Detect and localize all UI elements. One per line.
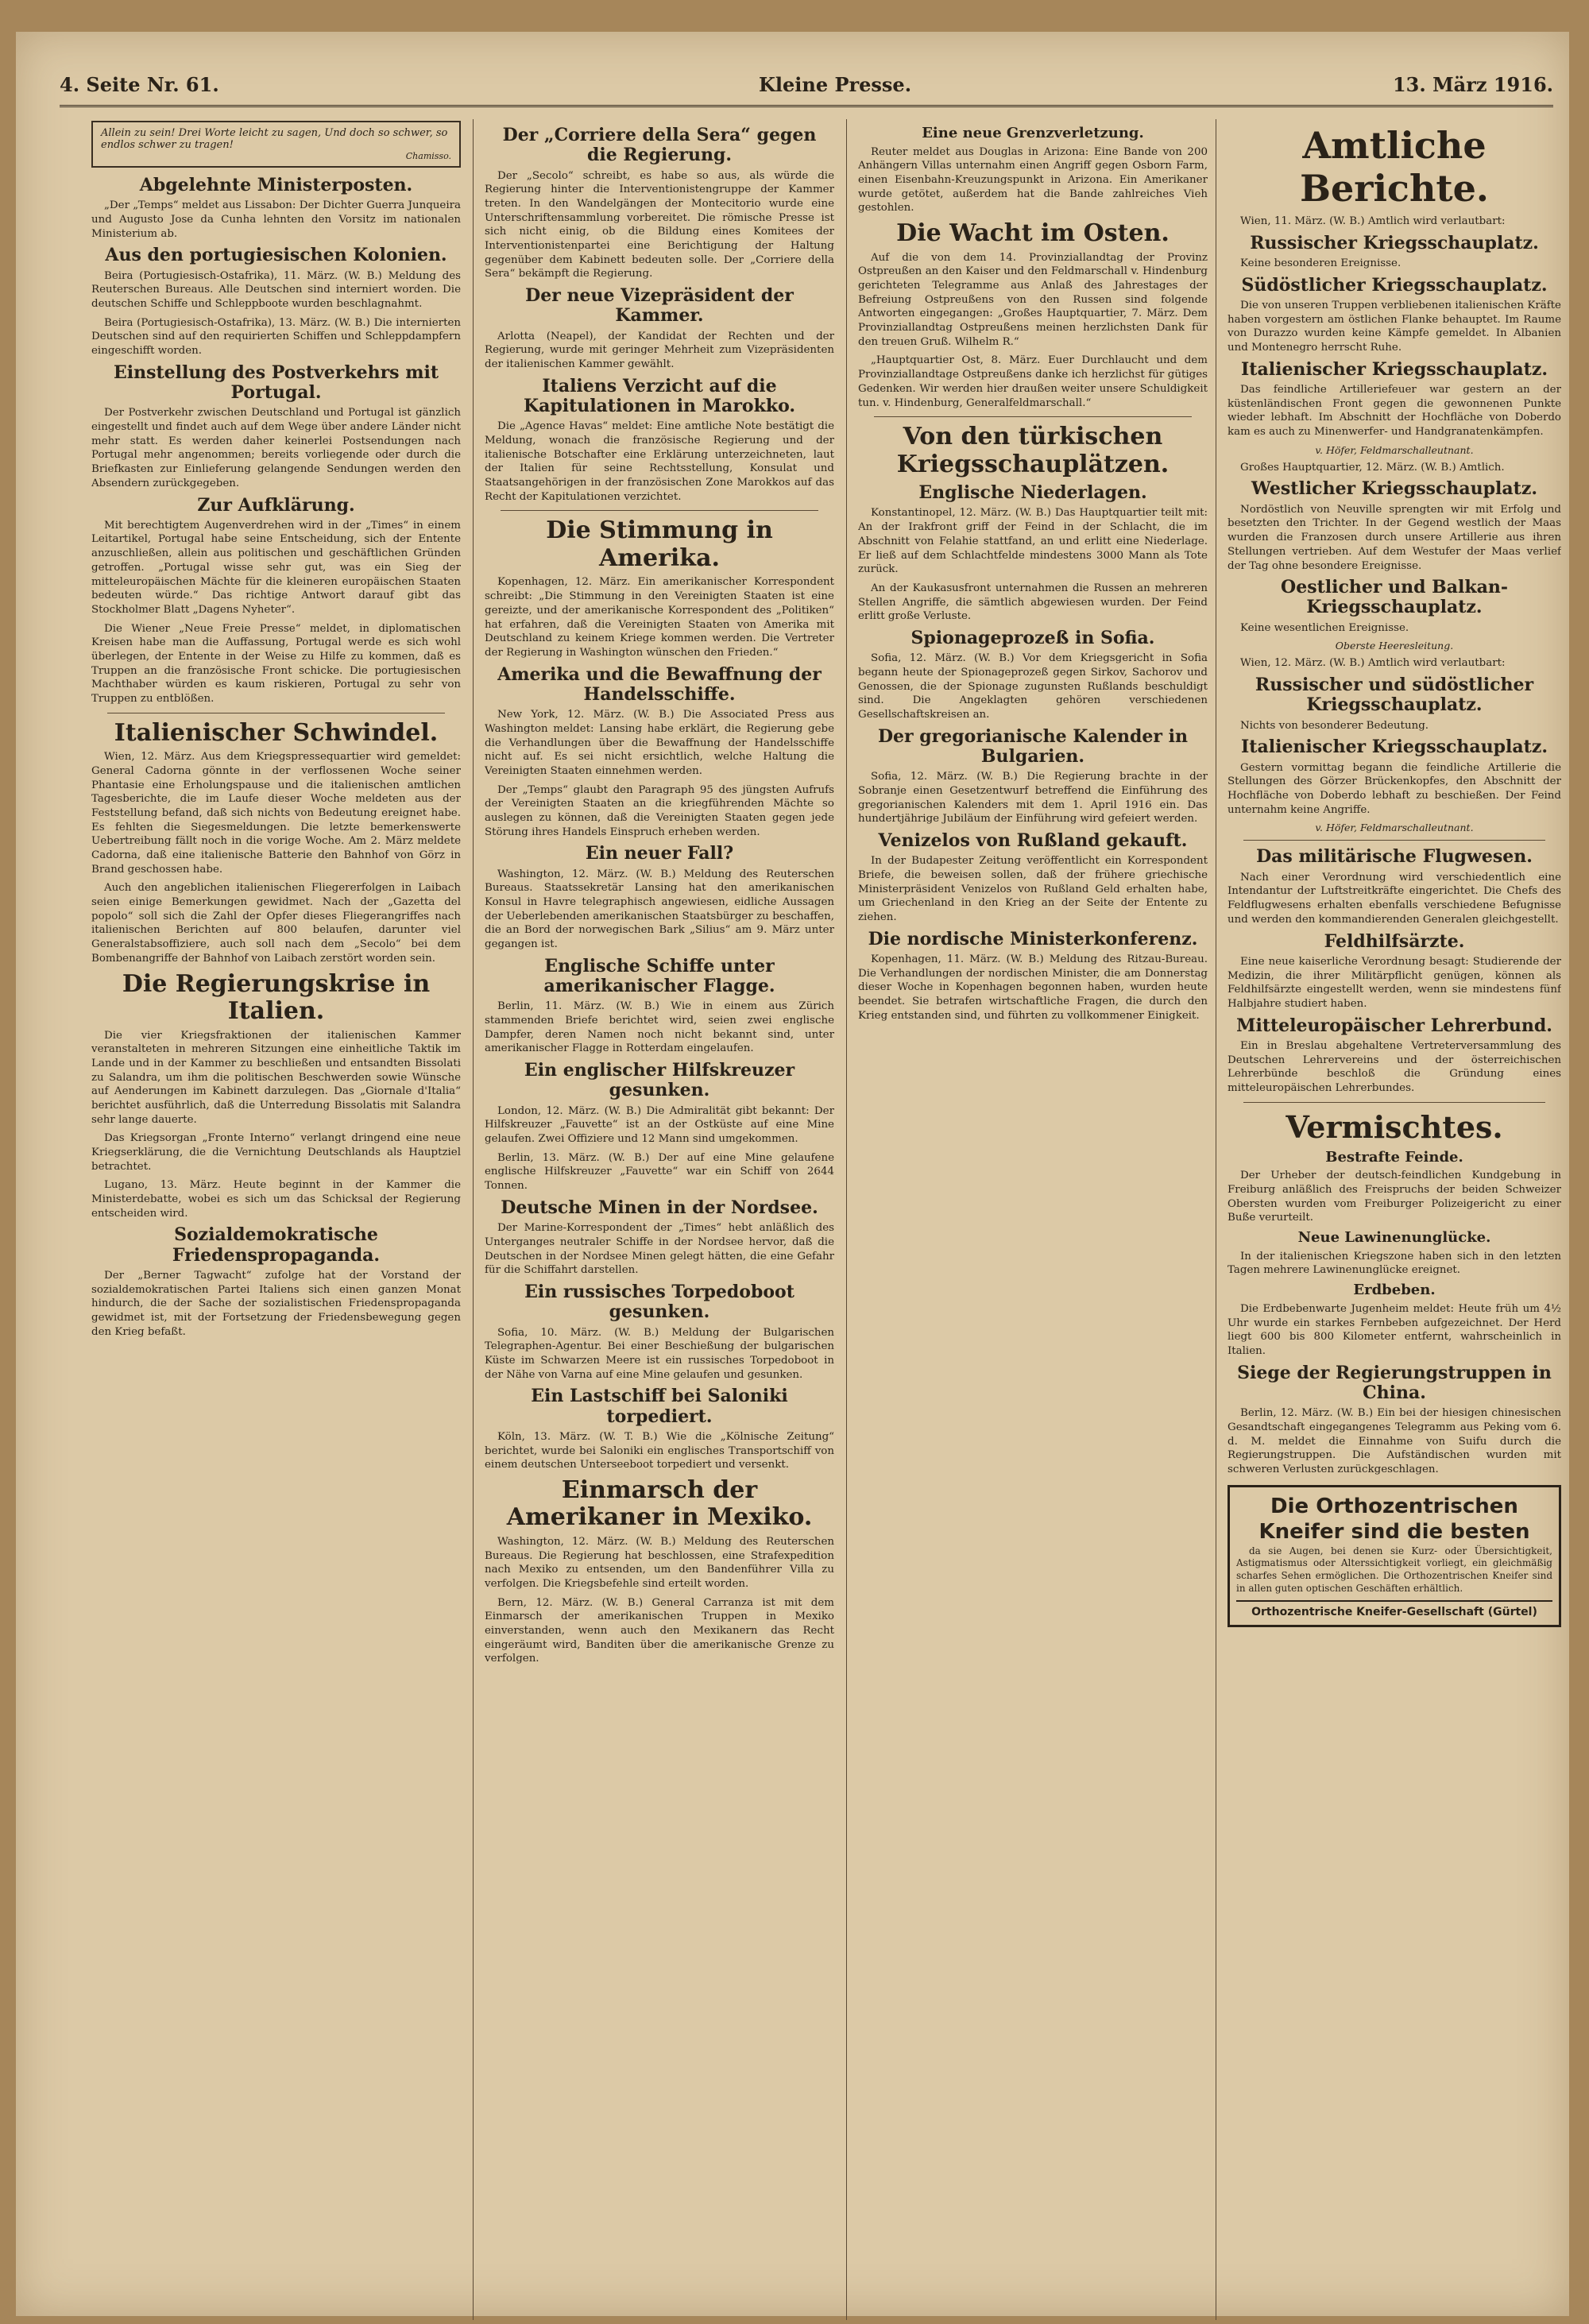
article-text: Sofia, 10. März. (W. B.) Meldung der Bulgarischen Telegraphen-Agentur. Bei einer Beschießung der bulgarischen Küste im Schwarzen Meere ist ein russisches Torpedoboot in der Nähe von Varna auf eine Mine gelaufen und gesunken.: [485, 1326, 834, 1381]
article-text: London, 12. März. (W. B.) Die Admiralität gibt bekannt: Der Hilfskreuzer „Fauvette“ ist an der Ostküste auf eine Mine gelaufen. Zwei Offiziere und 12 Mann sind umgekommen.: [485, 1104, 834, 1146]
article-text: Die vier Kriegsfraktionen der italienischen Kammer veranstalteten in mehreren Sitzungen eine einheitliche Taktik im Lande und in der Kammer zu beschließen und entsandten Bissolati zu Salandra, um ihm die politischen Beschwerden sowie Wünsche auf Aenderungen im Kabinett darzulegen. Das „Giornale d'Italia“ berichtet ausführlich, daß die Unterredung Bissolatis mit Salandra sehr lange dauerte.: [91, 1029, 461, 1126]
article-heading: Mitteleuropäischer Lehrerbund.: [1236, 1015, 1552, 1036]
article-heading: Italienischer Kriegsschauplatz.: [1241, 737, 1548, 758]
article-heading: Venizelos von Rußland gekauft.: [878, 830, 1188, 852]
article-heading: Spionageprozeß in Sofia.: [910, 627, 1155, 648]
article-text: Die „Agence Havas“ meldet: Eine amtliche Note bestätigt die Meldung, wonach die französische Regierung und der italienische Botschafter eine Erklärung unterzeichneten, laut der Italien für seine Rechtsstellung, Konsulat und Staatsangehörigen in der französischen Zone Marokkos auf das Recht der Kapitulationen verzichtet.: [485, 420, 834, 503]
newspaper-title: Kleine Presse.: [759, 73, 912, 96]
article-text: Das Kriegsorgan „Fronte Interno“ verlangt dringend eine neue Kriegserklärung, die die Vernichtung Deutschlands als Hauptziel betrachtet.: [91, 1132, 461, 1173]
article-text: Arlotta (Neapel), der Kandidat der Rechten und der Regierung, wurde mit geringer Mehrheit zum Vizepräsidenten der italienischen Kammer gewählt.: [485, 330, 834, 371]
article-heading: Abgelehnte Ministerposten.: [139, 175, 413, 195]
article-heading: Ein russisches Torpedoboot gesunken.: [524, 1281, 794, 1323]
section-title-vermischtes: Vermischtes.: [1286, 1108, 1503, 1145]
article-text: Konstantinopel, 12. März. (W. B.) Das Hauptquartier teilt mit: An der Irakfront griff der Feind in der Schlacht, die im Abschnitt von Felahie stattfand, an und erlitt eine Niederlage. Er ließ auf dem Schlachtfelde mindestens 3000 Mann als Tote zurück.: [858, 507, 1208, 576]
article-heading: Der neue Vizepräsident der Kammer.: [525, 285, 794, 327]
epigraph-box: [91, 121, 461, 168]
column-4: [1228, 121, 1561, 2298]
article-heading: Amerika und die Bewaffnung der Handelsschiffe.: [497, 663, 822, 705]
report-dateline: Wien, 12. März. (W. B.) Amtlich wird verlautbart:: [1240, 657, 1506, 670]
article-text: Die von unseren Truppen verbliebenen italienischen Kräfte haben vorgestern am östlichen Flanke behauptet. Im Raume von Durazzo wurden keine Kämpfe gemeldet. In Albanien und Montenegro herrscht Ruhe.: [1228, 299, 1561, 354]
ad-title: Die Orthozentrischen Kneifer sind die besten: [1258, 1494, 1530, 1545]
article-text: Lugano, 13. März. Heute beginnt in der Kammer die Ministerdebatte, wobei es sich um das Schicksal der Regierung entscheiden wird.: [91, 1179, 461, 1220]
column-3: [858, 121, 1208, 2298]
article-text: In der Budapester Zeitung veröffentlicht ein Korrespondent Briefe, die beweisen sollen, daß der frühere griechische Ministerpräsident Venizelos von Rußland Geld erhalten habe, um Griechenland in den Krieg an der Seite der Entente zu ziehen.: [858, 855, 1208, 924]
article-heading: Das militärische Flugwesen.: [1256, 846, 1533, 868]
ad-footer: Orthozentrische Kneifer-Gesellschaft (Gürtel): [1236, 1600, 1552, 1618]
article-heading: Der „Corriere della Sera“ gegen die Regierung.: [502, 125, 817, 166]
article-text: Washington, 12. März. (W. B.) Meldung des Reuterschen Bureaus. Die Regierung hat beschlossen, eine Strafexpedition nach Mexiko zu entsenden, um den Bandenführer Villa zu verfolgen. Die Kriegsbefehle sind erteilt worden.: [485, 1535, 834, 1590]
article-text: „Hauptquartier Ost, 8. März. Euer Durchlaucht und dem Provinziallandtage Ostpreußens danke ich herzlichst für gütiges Gedenken. Wir werden hier draußen weiter unsere Schuldigkeit tun. v. Hindenburg, Generalfeldmarschall.“: [858, 354, 1208, 409]
article-subheading: Englische Niederlagen.: [918, 482, 1147, 504]
article-heading: Sozialdemokratische Friedenspropaganda.: [172, 1224, 381, 1266]
article-heading: Italienischer Schwindel.: [114, 718, 439, 747]
article-heading: Ein Lastschiff bei Saloniki torpediert.: [531, 1386, 788, 1427]
signature: Oberste Heeresleitung.: [1335, 640, 1454, 652]
article-heading: Bestrafte Feinde.: [1325, 1148, 1463, 1166]
article-heading: Einstellung des Postverkehrs mit Portugal.: [113, 362, 439, 404]
article-text: Bern, 12. März. (W. B.) General Carranza ist mit dem Einmarsch der amerikanischen Truppen in Mexiko einverstanden, wenn auch den Mexikanern das Recht eingeräumt wird, Banditen über die amerikanische Grenze zu verfolgen.: [485, 1596, 834, 1665]
article-text: Nach einer Verordnung wird verschiedentlich eine Intendantur der Luftstreitkräfte eingerichtet. Die Chefs des Feldflugwesens erhalten ebenfalls verschiedene Befugnisse und werden den kommandierenden Generalen gleichgestellt.: [1228, 871, 1561, 926]
article-text: Berlin, 13. März. (W. B.) Der auf eine Mine gelaufene englische Hilfskreuzer „Fauvette“ war ein Schiff von 2644 Tonnen.: [485, 1151, 834, 1193]
column-2: [485, 121, 834, 2298]
article-heading: Die Regierungskrise in Italien.: [122, 969, 431, 1026]
article-heading: Einmarsch der Amerikaner in Mexiko.: [506, 1475, 813, 1532]
article-heading: Russischer Kriegsschauplatz.: [1250, 232, 1539, 253]
article-text: Keine besonderen Ereignisse.: [1240, 257, 1401, 269]
article-text: Beira (Portugiesisch-Ostafrika), 13. März. (W. B.) Die internierten Deutschen sind auf den requirierten Schiffen und Schleppdampfern eingeschifft worden.: [91, 316, 461, 358]
article-text: Beira (Portugiesisch-Ostafrika), 11. März. (W. B.) Meldung des Reuterschen Bureaus. Alle Deutschen sind interniert worden. Die deutschen Schiffe und Schleppboote wurden beschlagnahmt.: [91, 269, 461, 311]
article-text: Auch den angeblichen italienischen Fliegererfolgen in Laibach seien einige Bemerkungen gewidmet. Nach der „Gazetta del popolo“ soll sich die Zahl der Opfer dieses Fliegerangriffes nach italienischen Berichten auf 800 belaufen, darunter viel Generalstabsoffiziere, auch soll nach dem „Secolo“ bei dem Bombenangriffe der Bahnhof von Laibach zerstört worden sein.: [91, 882, 461, 965]
article-heading: Westlicher Kriegsschauplatz.: [1251, 478, 1537, 500]
article-text: Die Wiener „Neue Freie Presse“ meldet, in diplomatischen Kreisen habe man die Auffassung, Portugal werde es sich wohl überlegen, der Entente in der Weise zu Hilfe zu kommen, daß es Truppen an die französische Front schicke. Die portugiesischen Machthaber würden es kaum riskieren, Portugal zu sehr von Truppen zu entblößen.: [91, 622, 461, 706]
article-text: Wien, 12. März. Aus dem Kriegspressequartier wird gemeldet: General Cadorna gönnte in der verflossenen Woche seiner Phantasie eine Erholungspause und die italienischen amtlichen Tagesberichte, die im Laufe dieser Woche meldeten aus der Feststellung befand, daß sich nichts von Bedeutung ereignet habe. Es fehlten die Siegesmeldungen. Die letzte bemerkenswerte Uebertreibung fällt noch in die vorige Woche. Am 2. März meldete Cadorna, daß eine italienische Batterie den Bahnhof von Görz in Brand geschossen habe.: [91, 751, 461, 876]
epigraph-author: Chamisso.: [405, 151, 451, 161]
signature: v. Höfer, Feldmarschalleutnant.: [1315, 443, 1474, 456]
epigraph-text: Allein zu sein! Drei Worte leicht zu sagen, Und doch so schwer, so endlos schwer zu tragen!: [101, 127, 448, 151]
article-heading: Siege der Regierungstruppen in China.: [1237, 1362, 1552, 1403]
article-heading: Die Wacht im Osten.: [896, 219, 1170, 248]
article-heading: Italiens Verzicht auf die Kapitulationen in Marokko.: [523, 375, 796, 417]
column-1: [91, 121, 461, 2298]
report-dateline: Wien, 11. März. (W. B.) Amtlich wird verlautbart:: [1240, 215, 1506, 227]
article-heading: Deutsche Minen in der Nordsee.: [501, 1197, 818, 1218]
article-heading: Ein englischer Hilfskreuzer gesunken.: [524, 1060, 795, 1101]
article-text: Berlin, 11. März. (W. B.) Wie in einem aus Zürich stammenden Briefe berichtet wird, seien zwei englische Dampfer, deren Namen noch nicht bekannt sind, unter amerikanischer Flagge in Rotterdam eingelaufen.: [485, 1000, 834, 1055]
article-text: Mit berechtigtem Augenverdrehen wird in der „Times“ in einem Leitartikel, Portugal habe seine Entscheidung, sich der Entente anzuschließen, allein aus politischen und geschäftlichen Gründen getroffen. „Portugal wisse sehr gut, was ein Sieg der mitteleuropäischen Mächte für die kleineren europäischen Staaten bedeuten würde.“ Das richtige Antwort darauf gibt das Stockholmer Blatt „Dagens Nyheter“.: [91, 519, 461, 616]
article-text: Die Erdbebenwarte Jugenheim meldet: Heute früh um 4½ Uhr wurde ein starkes Fernbeben aufgezeichnet. Der Herd liegt 600 bis 800 Kilometer entfernt, wahrscheinlich in Italien.: [1228, 1302, 1561, 1357]
article-text: Kopenhagen, 11. März. (W. B.) Meldung des Ritzau-Bureau. Die Verhandlungen der nordischen Minister, die am Donnerstag dieser Woche in Kopenhagen begonnen haben, wurden heute beendet. Sie betrafen wirtschaftliche Fragen, die durch den Krieg entstanden sind, und führten zu vollkommener Einigkeit.: [858, 953, 1208, 1022]
article-text: In der italienischen Kriegszone haben sich in den letzten Tagen mehrere Lawinenunglücke ereignet.: [1228, 1250, 1561, 1277]
article-text: Sofia, 12. März. (W. B.) Die Regierung brachte in der Sobranje einen Gesetzentwurf betreffend die Einführung des gregorianischen Kalenders mit dem 1. April 1916 ein. Das hundertjährige Jubiläum der Einführung wird gefeiert werden.: [858, 771, 1208, 826]
article-text: Berlin, 12. März. (W. B.) Ein bei der hiesigen chinesischen Gesandtschaft eingegangenes Telegramm aus Peking vom 6. d. M. meldet die Einnahme von Suifu durch die Regierungstruppen. Die Aufständischen wurden mit schweren Verlusten zurückgeschlagen.: [1228, 1407, 1561, 1475]
article-text: Köln, 13. März. (W. T. B.) Wie die „Kölnische Zeitung“ berichtet, wurde bei Saloniki ein englisches Transportschiff von einem deutschen Unterseeboot torpediert und versenkt.: [485, 1430, 834, 1471]
page-header: [60, 65, 1553, 107]
article-text: Washington, 12. März. (W. B.) Meldung des Reuterschen Bureaus. Staatssekretär Lansing hat den amerikanischen Konsul in Havre telegraphisch angewiesen, eidliche Aussagen der Ueberlebenden amerikanischen Staatsbürger zu beschaffen, die an Bord der norwegischen Bark „Silius“ am 9. März unter gegangen ist.: [485, 868, 834, 951]
article-heading: Südöstlicher Kriegsschauplatz.: [1241, 274, 1548, 296]
page-number: 4. Seite Nr. 61.: [60, 73, 219, 96]
article-heading: Neue Lawinenunglücke.: [1297, 1229, 1491, 1247]
article-text: Der „Secolo“ schreibt, es habe so aus, als würde die Regierung hinter die Interventionistengruppe der Kammer treten. In den Wandelgängen der Montecitorio wurde eine Unterschriftensammlung vorbereitet. Die römische Presse ist sich nicht einig, ob die Bildung eines Komitees der Interventionistenpartei eine Berichtigung der Haltung gegenüber dem Kabinett bedeuten solle. Der „Corriere della Sera“ bekämpft die Regierung.: [485, 169, 834, 280]
article-text: An der Kaukasusfront unternahmen die Russen an mehreren Stellen Angriffe, die sämtlich abgewiesen wurden. Der Feind erlitt große Verluste.: [858, 582, 1208, 623]
article-text: Der „Berner Tagwacht“ zufolge hat der Vorstand der sozialdemokratischen Partei Italiens sich einen ganzen Monat hindurch, die der Sache der sozialistischen Friedenspropaganda gewidmet ist, mit der Fortsetzung der Friedensbewegung gegen den Krieg befaßt.: [91, 1270, 461, 1338]
article-text: Ein in Breslau abgehaltene Vertreterversammlung des Deutschen Lehrervereins und der österreichischen Lehrerbünde beschloß die Gründung eines mitteleuropäischen Lehrerbundes.: [1228, 1039, 1561, 1094]
article-text: Reuter meldet aus Douglas in Arizona: Eine Bande von 200 Anhängern Villas unternahm einen Angriff gegen Osborn Farm, einen Eisenbahn-Kreuzungspunkt in Arizona. Ein Amerikaner wurde getötet, außerdem hat die Bande zahlreiches Vieh gestohlen.: [858, 145, 1208, 215]
article-text: Der „Temps“ glaubt den Paragraph 95 des jüngsten Aufrufs der Vereinigten Staaten an die kriegführenden Mächte so auslegen zu können, daß die Vereinigten Staaten gegen jede Störung ihres Handels Einspruch erheben werden.: [485, 783, 834, 838]
report-dateline: Großes Hauptquartier, 12. März. (W. B.) Amtlich.: [1240, 461, 1505, 474]
article-text: Auf die von dem 14. Provinziallandtag der Provinz Ostpreußen an den Kaiser und den Feldmarschall v. Hindenburg gerichteten Telegramme aus Anlaß des Jahrestages der Befreiung Ostpreußens von den Russen sind folgende Antworten eingegangen: „Großes Hauptquartier, 7. März. Dem Provinziallandtag Ostpreußens meinen herzlichsten Dank für den treuen Gruß. Wilhelm R.“: [858, 251, 1208, 348]
article-heading: Aus den portugiesischen Kolonien.: [105, 245, 447, 266]
newspaper-page: [16, 32, 1569, 2316]
article-text: Sofia, 12. März. (W. B.) Vor dem Kriegsgericht in Sofia begann heute der Spionageprozeß gegen Sirkov, Sachorov und Genossen, die der Spionage zugunsten Rußlands beschuldigt sind. Die Angeklagten gehören verschiedenen Gesellschaftskreisen an.: [858, 652, 1208, 721]
article-text: New York, 12. März. (W. B.) Die Associated Press aus Washington meldet: Lansing habe erklärt, die Regierung gebe die Verhandlungen über die Bewaffnung der Handelsschiffe nicht auf. Es sei nicht ersichtlich, welche Haltung die Vereinigten Staaten einnehmen werden.: [485, 709, 834, 777]
article-text: Nordöstlich von Neuville sprengten wir mit Erfolg und besetzten den Trichter. In der Gegend westlich der Maas wurden die Franzosen durch unsere Artillerie aus ihren Stellungen vertrieben. Auf dem Westufer der Maas verlief der Tag ohne besondere Ereignisse.: [1228, 503, 1561, 572]
article-text: Kopenhagen, 12. März. Ein amerikanischer Korrespondent schreibt: „Die Stimmung in den Vereinigten Staaten ist eine gereizte, und der amerikanische Korrespondent des „Politiken“ hat erfahren, daß die Vereinigten Staaten von Amerika mit Deutschland zu keinem Kriege kommen werden. Die Vertreter der Regierung in Washington wünschen den Frieden.“: [485, 576, 834, 659]
article-text: Der Urheber der deutsch-feindlichen Kundgebung in Freiburg anläßlich des Freispruchs der beiden Schweizer Obersten wurden vom Freiburger Polizeigericht zu einer Buße verurteilt.: [1228, 1170, 1561, 1224]
article-heading: Der gregorianische Kalender in Bulgarien.: [877, 725, 1189, 768]
article-text: „Der „Temps“ meldet aus Lissabon: Der Dichter Guerra Junqueira und Augusto Jose da Cunha lehnten den Vorsitz im nationalen Ministerium ab.: [91, 199, 461, 240]
issue-date: 13. März 1916.: [1392, 73, 1553, 96]
article-heading: Erdbeben.: [1353, 1282, 1436, 1299]
advertisement-kneifer: [1228, 1485, 1561, 1627]
article-text: Nichts von besonderer Bedeutung.: [1240, 719, 1429, 732]
article-heading: Englische Schiffe unter amerikanischer Flagge.: [543, 955, 775, 997]
article-heading: Oestlicher und Balkan-Kriegsschauplatz.: [1281, 577, 1508, 618]
article-text: Eine neue kaiserliche Verordnung besagt: Studierende der Medizin, die ihrer Militärpflicht genügen, können als Feldhilfsärzte eingestellt werden, wenn sie mindestens fünf Halbjahre studiert haben.: [1228, 955, 1561, 1010]
article-heading: Russischer und südöstlicher Kriegsschauplatz.: [1255, 675, 1534, 716]
article-heading: Von den türkischen Kriegsschauplätzen.: [896, 423, 1170, 478]
article-heading: Ein neuer Fall?: [585, 843, 734, 864]
article-heading: Feldhilfsärzte.: [1324, 930, 1465, 952]
article-heading: Italienischer Kriegsschauplatz.: [1241, 358, 1548, 380]
article-heading: Eine neue Grenzverletzung.: [922, 125, 1144, 141]
article-text: Keine wesentlichen Ereignisse.: [1240, 621, 1409, 634]
section-title-amtliche-berichte: Amtliche Berichte.: [1300, 124, 1489, 210]
article-text: Der Marine-Korrespondent der „Times“ hebt anläßlich des Unterganges neutraler Schiffe in der Nordsee hervor, daß die Deutschen in der Nordsee Minen gelegt hätten, die eine Gefahr für die Schiffahrt darstellen.: [485, 1222, 834, 1277]
ad-body: da sie Augen, bei denen sie Kurz- oder Übersichtigkeit, Astigmatismus oder Alterssichtigkeit vorliegt, ein gleichmäßig scharfes Sehen ermöglichen. Die Orthozentrischen Kneifer sind in allen guten optischen Geschäften erhältlich.: [1236, 1545, 1552, 1595]
article-text: Der Postverkehr zwischen Deutschland und Portugal ist gänzlich eingestellt und findet auch auf dem Wege über andere Länder nicht mehr statt. Es werden daher keinerlei Postsendungen nach Portugal mehr angenommen; bereits vorliegende oder durch die Briefkasten zur Einlieferung gelangende Sendungen werden den Absendern zurückgegeben.: [91, 407, 461, 489]
article-text: Gestern vormittag begann die feindliche Artillerie die Stellungen des Görzer Brückenkopfes, den Abschnitt der Hochfläche von Doberdo lebhaft zu beschießen. Der Feind unternahm keine Angriffe.: [1228, 761, 1561, 816]
signature: v. Höfer, Feldmarschalleutnant.: [1315, 822, 1474, 834]
article-heading: Zur Aufklärung.: [197, 494, 355, 516]
article-heading: Die nordische Ministerkonferenz.: [868, 928, 1198, 949]
article-text: Das feindliche Artilleriefeuer war gestern an der küstenländischen Front gegen die gewonnenen Punkte wieder lebhaft. Im Abschnitt der Hochfläche von Doberdo kam es auch zu Minenwerfer- und Handgranatenkämpfen.: [1228, 384, 1561, 439]
article-heading: Die Stimmung in Amerika.: [546, 516, 773, 572]
